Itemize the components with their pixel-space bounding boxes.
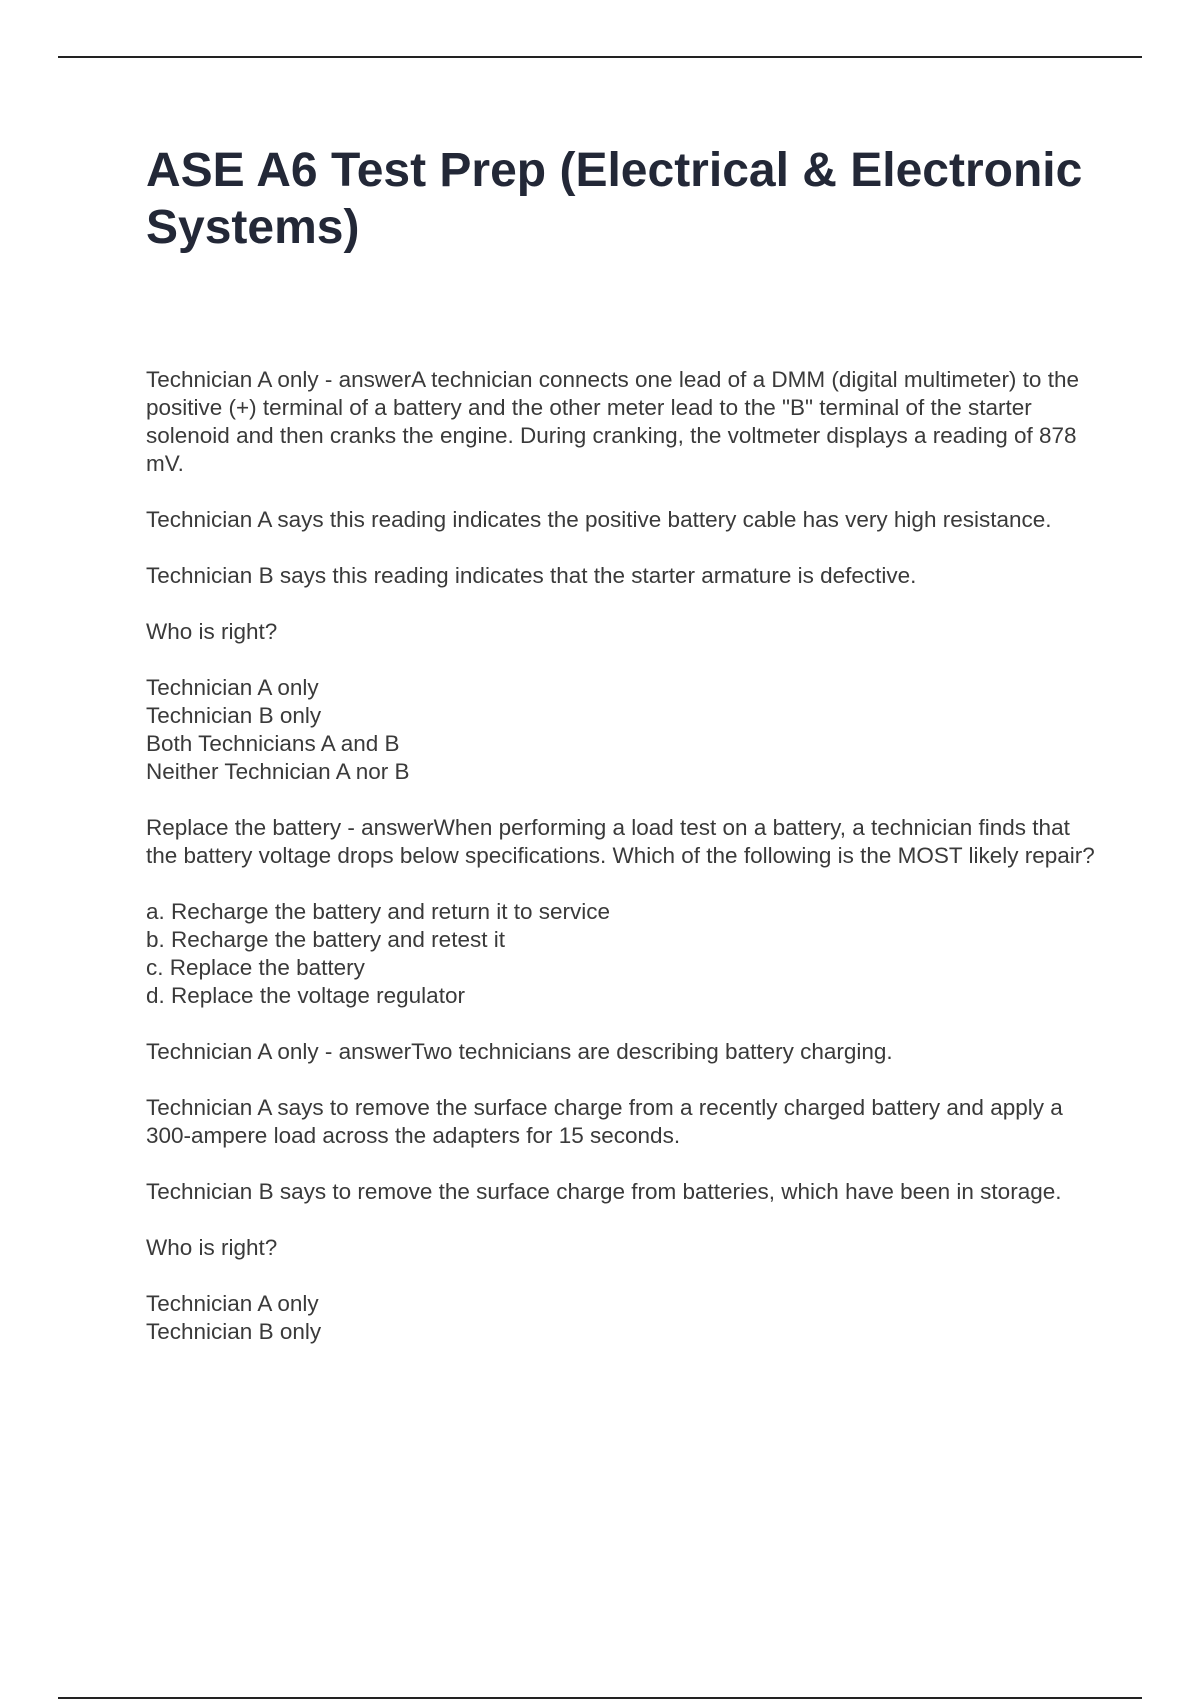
header-rule xyxy=(58,56,1142,58)
q1-options: Technician A only Technician B only Both Technicians A and B Neither Technician A nor B xyxy=(146,675,410,784)
q1-answer-and-question: Technician A only - answerA technician connects one lead of a DMM (digital multimeter) to the positive (+) terminal of a battery and the other meter lead to the "B" terminal of the starter solenoid and then cranks the engine. During cranking, the voltmeter displays a reading of 878 mV. xyxy=(146,367,1079,476)
footer-rule xyxy=(58,1697,1142,1699)
q1-technician-b-statement: Technician B says this reading indicates that the starter armature is defective. xyxy=(146,563,917,588)
q3-answer-and-question: Technician A only - answerTwo technicians are describing battery charging. xyxy=(146,1039,893,1064)
document-title: ASE A6 Test Prep (Electrical & Electronic Systems) xyxy=(146,144,1083,254)
document-body xyxy=(146,366,1096,1346)
q2-answer-and-question: Replace the battery - answerWhen performing a load test on a battery, a technician finds that the battery voltage drops below specifications. Which of the following is the MOST likely repair? xyxy=(146,815,1095,868)
q3-options: Technician A only Technician B only xyxy=(146,1291,322,1344)
q3-prompt: Who is right? xyxy=(146,1235,278,1260)
q1-prompt: Who is right? xyxy=(146,619,278,644)
q3-technician-a-statement: Technician A says to remove the surface charge from a recently charged battery and apply a 300-ampere load across the adapters for 15 seconds. xyxy=(146,1095,1063,1148)
q2-options: a. Recharge the battery and return it to service b. Recharge the battery and retest it c. Replace the battery d. Replace the voltage regulator xyxy=(146,899,610,1008)
q3-technician-b-statement: Technician B says to remove the surface charge from batteries, which have been in storage. xyxy=(146,1179,1062,1204)
q1-technician-a-statement: Technician A says this reading indicates the positive battery cable has very high resistance. xyxy=(146,507,1052,532)
document-page xyxy=(146,142,1096,1374)
